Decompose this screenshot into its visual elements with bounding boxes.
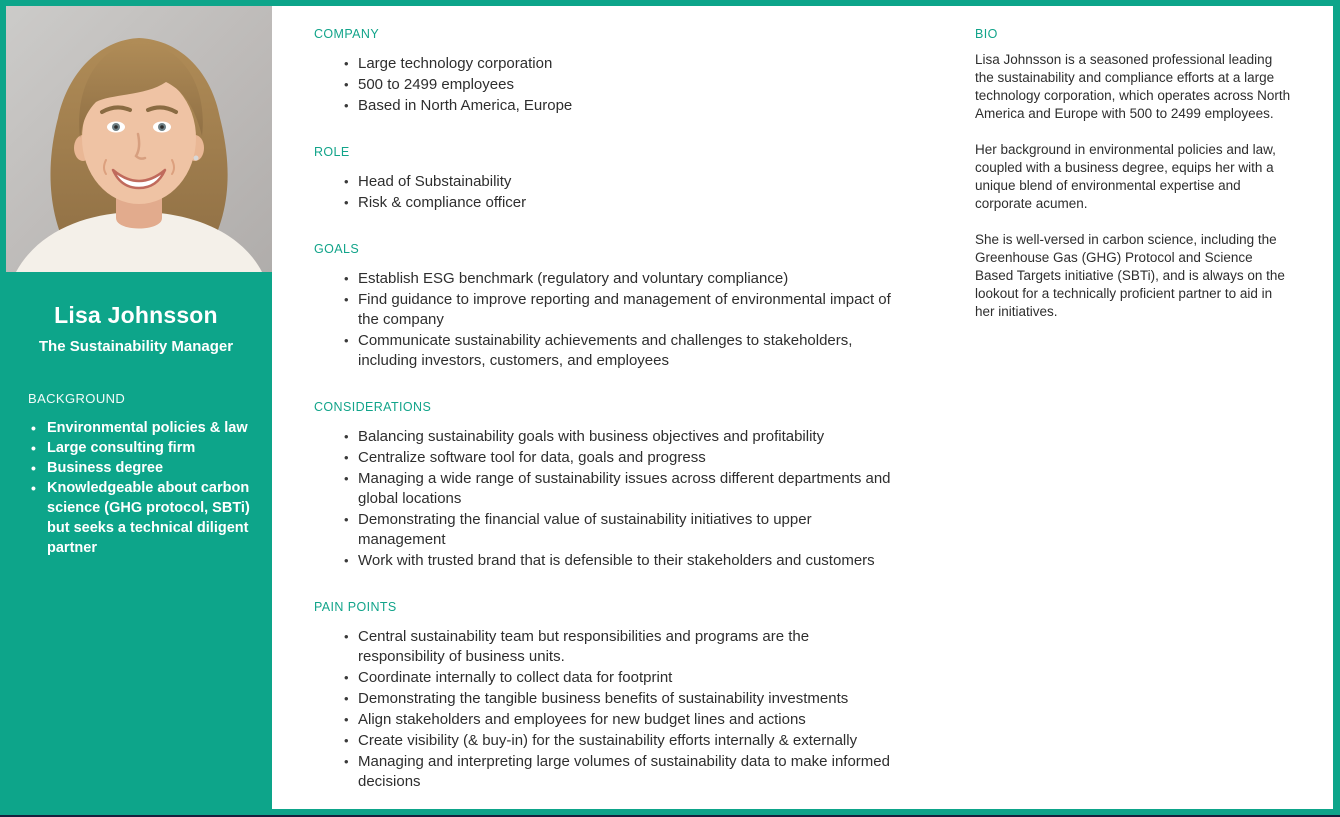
section-pain-points-label: PAIN POINTS xyxy=(314,600,397,614)
background-list xyxy=(28,418,258,558)
consideration-item: • Balancing sustainability goals with business objectives and profitability xyxy=(344,427,892,447)
goal-item: • Establish ESG benchmark (regulatory and voluntary compliance) xyxy=(344,269,892,289)
role-item: • Risk & compliance officer xyxy=(344,193,892,213)
sidebar xyxy=(0,0,272,815)
section-role xyxy=(314,145,892,213)
pain-point-item: • Coordinate internally to collect data for footprint xyxy=(344,668,892,688)
section-role-label: ROLE xyxy=(314,145,350,159)
background-item: • Environmental policies & law xyxy=(28,418,258,438)
consideration-item: • Demonstrating the financial value of sustainability initiatives to upper management xyxy=(344,510,892,550)
role-item: • Head of Substainability xyxy=(344,172,892,192)
background-item: • Knowledgeable about carbon science (GHG protocol, SBTi) but seeks a technical diligent partner xyxy=(28,478,258,558)
consideration-item: • Centralize software tool for data, goals and progress xyxy=(344,448,892,468)
persona-title: The Sustainability Manager xyxy=(38,338,234,355)
section-company-list xyxy=(314,54,892,116)
consideration-item: • Work with trusted brand that is defensible to their stakeholders and customers xyxy=(344,551,892,571)
bio-section xyxy=(975,27,1333,809)
bio-paragraphs xyxy=(975,51,1293,321)
pain-point-item: • Create visibility (& buy-in) for the sustainability efforts internally & externally xyxy=(344,731,892,751)
company-item: • Based in North America, Europe xyxy=(344,96,892,116)
persona-photo xyxy=(6,6,272,272)
section-considerations xyxy=(314,400,892,571)
pain-point-item: • Central sustainability team but responsibilities and programs are the responsibility of business units. xyxy=(344,627,892,667)
persona-name: Lisa Johnsson xyxy=(54,302,218,328)
pain-point-item: • Demonstrating the tangible business benefits of sustainability investments xyxy=(344,689,892,709)
consideration-item: • Managing a wide range of sustainability issues across different departments and global locations xyxy=(344,469,892,509)
background-item: • Business degree xyxy=(28,458,258,478)
company-item: • Large technology corporation xyxy=(344,54,892,74)
portrait-illustration xyxy=(6,6,272,272)
frame-right xyxy=(1333,0,1340,817)
goal-item: • Find guidance to improve reporting and management of environmental impact of the company xyxy=(344,290,892,330)
section-pain-points-list xyxy=(314,627,892,792)
section-company xyxy=(314,27,892,116)
section-considerations-label: CONSIDERATIONS xyxy=(314,400,432,414)
bio-paragraph: She is well-versed in carbon science, including the Greenhouse Gas (GHG) Protocol and Science Based Targets initiative (SBTi), and is always on the lookout for a technically proficient partner to aid in her initiatives. xyxy=(975,232,1285,319)
company-item: • 500 to 2499 employees xyxy=(344,75,892,95)
bio-label: BIO xyxy=(975,27,998,41)
content-area xyxy=(272,6,1333,809)
section-pain-points xyxy=(314,600,892,792)
goal-item: • Communicate sustainability achievements and challenges to stakeholders, including investors, customers, and employees xyxy=(344,331,892,371)
main-column xyxy=(314,27,892,809)
frame-top xyxy=(0,0,1340,6)
pain-point-item: • Managing and interpreting large volumes of sustainability data to make informed decisions xyxy=(344,752,892,792)
background-label: BACKGROUND xyxy=(28,391,126,406)
section-considerations-list xyxy=(314,427,892,571)
section-goals xyxy=(314,242,892,371)
section-goals-list xyxy=(314,269,892,371)
section-company-label: COMPANY xyxy=(314,27,380,41)
section-role-list xyxy=(314,172,892,213)
section-goals-label: GOALS xyxy=(314,242,360,256)
bio-paragraph: Lisa Johnsson is a seasoned professional leading the sustainability and compliance efforts at a large technology corporation, which operates across North America and Europe with 500 to 2499 employees. xyxy=(975,52,1291,121)
pain-point-item: • Align stakeholders and employees for new budget lines and actions xyxy=(344,710,892,730)
background-item: • Large consulting firm xyxy=(28,438,258,458)
bio-paragraph: Her background in environmental policies and law, coupled with a business degree, equips her with a unique blend of environmental expertise and corporate acumen. xyxy=(975,142,1276,211)
